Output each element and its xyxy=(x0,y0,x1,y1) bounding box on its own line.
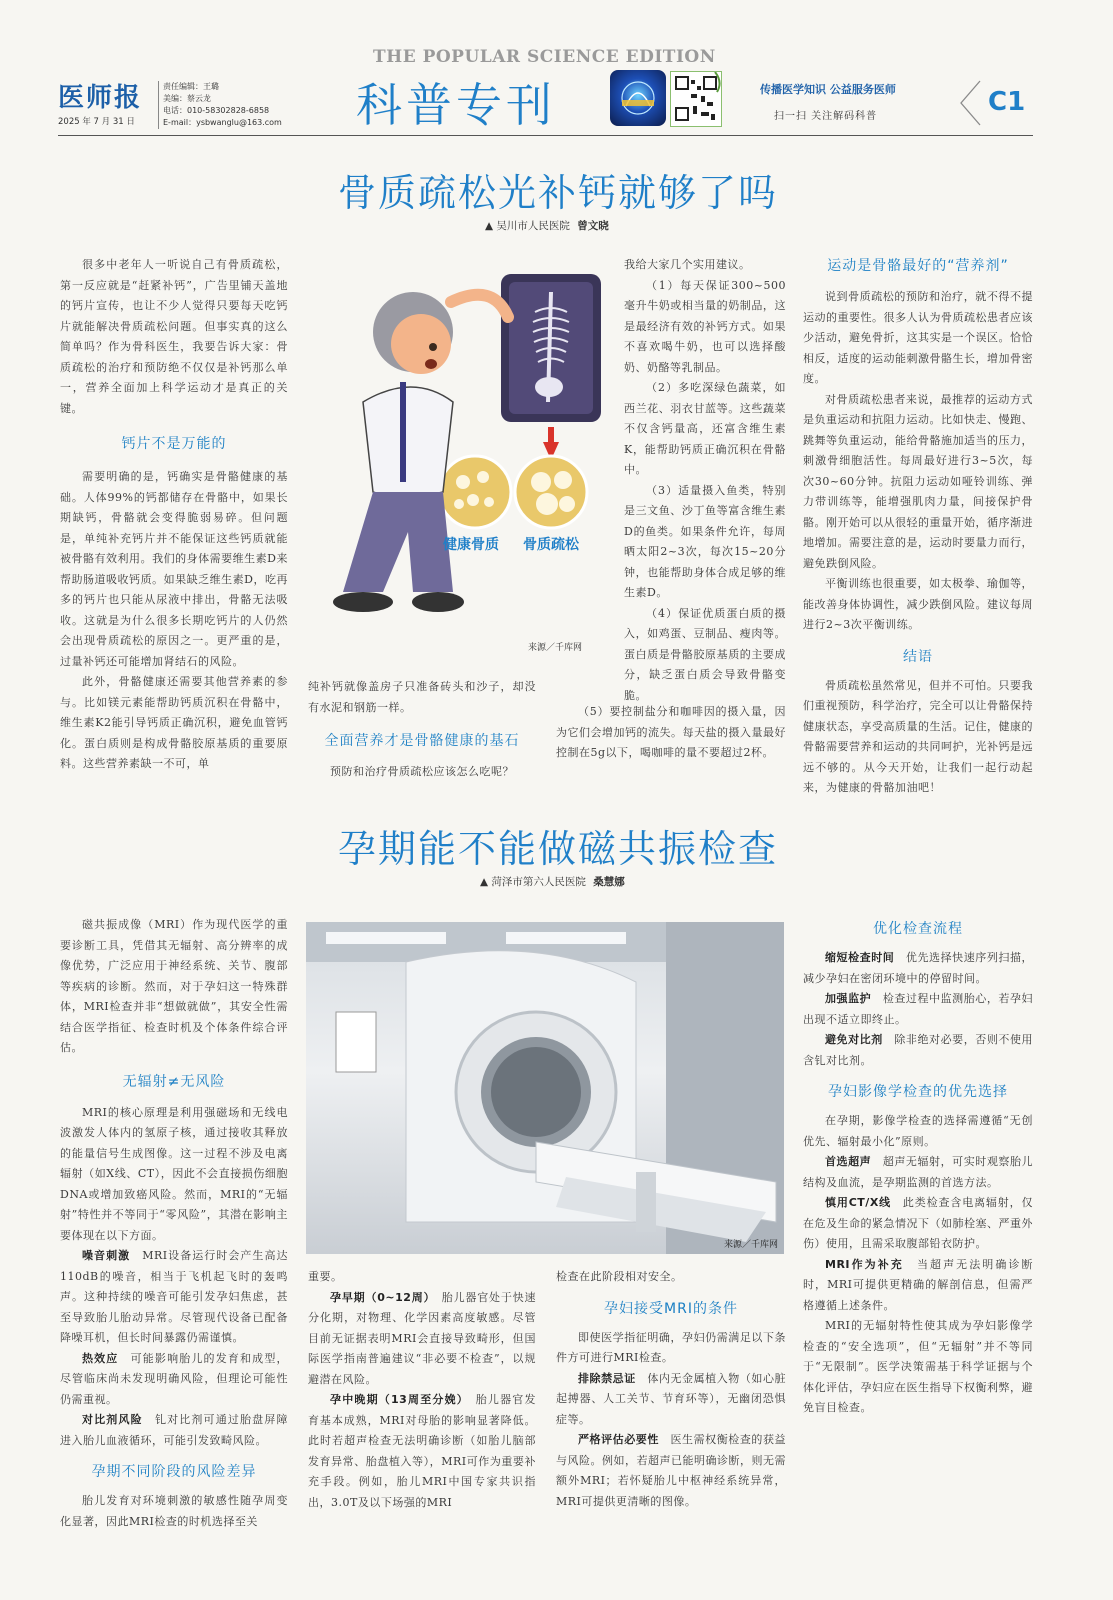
subheading: 孕妇影像学检查的优先选择 xyxy=(828,1084,1008,1100)
lead: 慎用CT/X线 xyxy=(825,1196,892,1209)
triangle-icon: ▲ xyxy=(480,876,492,888)
mri-photo xyxy=(306,922,784,1254)
lead: 严格评估必要性 xyxy=(578,1433,659,1446)
text: 检查过程中监测胎心，若孕妇出现不适立即终止。 xyxy=(803,992,1034,1026)
bone-illustration xyxy=(303,262,603,662)
text: 当超声无法明确诊断时，MRI可提供更精确的解剖信息，但需严格遵循上述条件。 xyxy=(803,1257,1034,1312)
paragraph: 胎儿发育对环境刺激的敏感性随孕周变化显著，因此MRI检查的时机选择至关 xyxy=(60,1494,288,1528)
lead: 噪音刺激 xyxy=(82,1249,131,1262)
lead: MRI作为补充 xyxy=(825,1257,904,1271)
paragraph: MRI的核心原理是利用强磁场和无线电波激发人体内的氢原子核，通过接收其释放的能量信号生成图像。这一过程不涉及电离辐射（如X线、CT），因此不会直接损伤细胞DNA或增加致癌风险。然而，MRI的“无辐射”特性并不等同于“零风险”，其潜在影响主要体现在以下方面。 xyxy=(60,1105,288,1242)
paragraph: MRI的无辐射特性使其成为孕妇影像学检查的“安全选项”，但“无辐射”并不等同于“无限制”。医学决策需基于科学证据与个体化评估，孕妇应在医生指导下权衡利弊，避免盲目检查。 xyxy=(803,1319,1033,1414)
paragraph: （4）保证优质蛋白质的摄入，如鸡蛋、豆制品、瘦肉等。蛋白质是骨骼胶原基质的主要成分，缺乏蛋白质会导致骨骼变脆。 xyxy=(624,606,786,702)
byline-author: 曾文晓 xyxy=(577,220,609,232)
issue-date: 2025 年 7 月 31 日 xyxy=(58,117,135,127)
lead: 首选超声 xyxy=(825,1155,872,1168)
newspaper-logo: 医师报 xyxy=(58,83,143,113)
dna-logo-icon xyxy=(610,70,666,126)
page-number: C1 xyxy=(988,87,1026,117)
paragraph: 即使医学指征明确，孕妇仍需满足以下条件方可进行MRI检查。 xyxy=(556,1330,786,1364)
article1-col3-bottom xyxy=(556,702,786,764)
risk-item xyxy=(60,1246,288,1349)
subheading: 全面营养才是骨骼健康的基石 xyxy=(324,733,520,749)
text: 胎儿器官处于快速分化期，对物理、化学因素高度敏感。尽管目前无证据表明MRI会直接导致畸形，但国际医学指南普遍建议“非必要不检查”，以规避潜在风险。 xyxy=(308,1290,537,1386)
article2-col1 xyxy=(60,915,288,1532)
editor: 责任编辑：王璐 xyxy=(163,82,219,91)
lead: 排除禁忌证 xyxy=(578,1371,636,1385)
text: 优先选择快速序列扫描，减少孕妇在密闭环境中的停留时间。 xyxy=(803,951,1034,985)
paragraph: 预防和治疗骨质疏松应该怎么吃呢？ xyxy=(330,765,514,778)
edition-english: THE POPULAR SCIENCE EDITION xyxy=(373,47,716,67)
article1-byline xyxy=(485,218,785,233)
article2-title: 孕期能不能做磁共振检查 xyxy=(337,827,778,871)
risk-item xyxy=(60,1349,288,1411)
email: E-mail：ysbwanglu@163.com xyxy=(163,118,282,127)
subheading: 运动是骨骼最好的“营养剂” xyxy=(827,258,1009,274)
article1-col1 xyxy=(60,255,288,775)
stage-item xyxy=(308,1390,536,1513)
subheading: 结语 xyxy=(903,648,933,665)
paragraph: （3）适量摄入鱼类，特别是三文鱼、沙丁鱼等富含维生素D的鱼类。如果条件允许，每周晒太阳2~3次，每次15~20分钟，也能帮助身体合成足够的维生素D。 xyxy=(624,483,786,599)
article2-byline xyxy=(480,874,780,889)
text: 体内无金属植入物（如心脏起搏器、人工关节、节育环等），无幽闭恐惧症等。 xyxy=(556,1371,787,1426)
article1-col3 xyxy=(624,255,786,706)
subheading: 无辐射≠无风险 xyxy=(122,1073,226,1090)
mri-scanner-image xyxy=(306,922,784,1254)
logo-badge xyxy=(610,70,666,126)
paragraph: 此外，骨骼健康还需要其他营养素的参与。比如镁元素能帮助钙质沉积在骨骼中，维生素K2能引导钙质正确沉积，避免血管钙化。蛋白质则是构成骨骼胶原基质的重要原料。这些营养素缺一不可，单 xyxy=(60,675,288,770)
paragraph: 我给大家几个实用建议。 xyxy=(624,258,751,271)
byline-org: 吴川市人民医院 xyxy=(496,220,570,232)
paragraph: 很多中老年人一听说自己有骨质疏松，第一反应就是“赶紧补钙”，广告里铺天盖地的钙片宣传，也让不少人觉得只要每天吃钙片就能解决骨质疏松问题。但事实真的这么简单吗？作为骨科医生，我要告诉大家：骨质疏松的治疗和预防绝不仅仅是补钙那么单一，营养全面加上科学运动才是真正的关键。 xyxy=(60,258,288,415)
subheading: 孕期不同阶段的风险差异 xyxy=(91,1464,257,1480)
text: 胎儿器官发育基本成熟，MRI对母胎的影响显著降低。此时若超声检查无法明确诊断（如胎儿脑部发育异常、胎盘植入等），MRI可作为重要补充手段。例如，胎儿MRI中国专家共识指出，3.0T及以下场强的MRI xyxy=(308,1393,536,1509)
scan-prompt: 扫一扫 关注解码科普 xyxy=(774,111,878,122)
article2-col3 xyxy=(556,1267,786,1512)
subheading: 优化检查流程 xyxy=(873,921,963,937)
choice-item xyxy=(803,1193,1033,1255)
label-healthy-bone: 健康骨质 xyxy=(443,537,499,553)
choice-item xyxy=(803,1255,1033,1317)
label-osteoporosis: 骨质疏松 xyxy=(523,537,579,553)
text: 此类检查含电离辐射，仅在危及生命的紧急情况下（如肺栓塞、严重外伤）使用，且需采取腹部铅衣防护。 xyxy=(803,1196,1034,1250)
optimize-item xyxy=(803,989,1033,1030)
editor-info xyxy=(158,81,282,129)
paragraph: 在孕期，影像学检查的选择需遵循“无创优先、辐射最小化”原则。 xyxy=(803,1114,1033,1148)
qr-code-icon[interactable] xyxy=(670,71,722,127)
article2-col2 xyxy=(308,1267,536,1513)
lead: 热效应 xyxy=(82,1351,119,1365)
subheading: 钙片不是万能的 xyxy=(121,436,227,452)
paragraph: 纯补钙就像盖房子只准备砖头和沙子，却没有水泥和钢筋一样。 xyxy=(308,680,536,714)
choice-item xyxy=(803,1152,1033,1193)
paragraph: 需要明确的是，钙确实是骨骼健康的基础。人体99%的钙都储存在骨骼中，如果长期缺钙，骨骼就会变得脆弱易碎。但问题是，单纯补充钙片并不能保证这些钙质就能被骨骼有效利用。我们的身体需要维生素D来帮助肠道吸收钙质。如果缺乏维生素D，吃再多的钙片也只能从尿液中排出，骨骼无法吸收。这就是为什么很多长期吃钙片的人仍然会出现骨质疏松的原因之一。更严重的是，过量补钙还可能增加肾结石的风险。 xyxy=(60,470,288,668)
paragraph: （1）每天保证300~500毫升牛奶或相当量的奶制品，这是最经济有效的补钙方式。如果不喜欢喝牛奶，也可以选择酸奶、奶酪等乳制品。 xyxy=(624,278,786,374)
condition-item xyxy=(556,1369,786,1431)
risk-item xyxy=(60,1410,288,1451)
paragraph: 对骨质疏松患者来说，最推荐的运动方式是负重运动和抗阻力运动。比如快走、慢跑、跳舞等负重运动，能给骨骼施加适当的压力，刺激骨细胞活性。每周最好进行3~5次，每次30~60分钟。抗阻力运动如哑铃训练、弹力带训练等，能增强肌肉力量，间接保护骨骼。刚开始可以从很轻的重量开始，循序渐进地增加。需要注意的是，运动时要量力而行，避免跌倒风险。 xyxy=(803,392,1033,570)
chevron-left-icon xyxy=(958,79,982,127)
lead: 孕中晚期（13周至分娩） xyxy=(330,1393,464,1406)
slogan: 传播医学知识 公益服务医师 xyxy=(760,83,896,96)
photo-source: 来源／千库网 xyxy=(723,1240,778,1250)
text: MRI设备运行时会产生高达110dB的噪音，相当于飞机起飞时的轰鸣声。这种持续的噪音可能引发孕妇焦虑，甚至导致胎儿胎动异常。尽管现代设备已配备降噪耳机，但长时间暴露仍需谨慎。 xyxy=(60,1249,289,1344)
text: 可能影响胎儿的发育和成型，尽管临床尚未发现明确风险，但理论可能性仍需重视。 xyxy=(60,1351,288,1406)
article1-col4 xyxy=(803,255,1033,799)
byline-author: 桑慧娜 xyxy=(593,876,625,888)
optimize-item xyxy=(803,1030,1033,1071)
figure-source: 来源／千库网 xyxy=(528,643,583,653)
masthead xyxy=(58,45,1033,135)
text: 钆对比剂可通过胎盘屏障进入胎儿血液循环，可能引发致畸风险。 xyxy=(60,1413,288,1447)
qr-pattern-icon xyxy=(671,72,721,126)
edition-title: 科普专刊 xyxy=(356,78,556,132)
paragraph: 检查在此阶段相对安全。 xyxy=(556,1270,683,1283)
paragraph: 重要。 xyxy=(308,1270,343,1283)
article1-col2 xyxy=(308,677,536,783)
subheading: 孕妇接受MRI的条件 xyxy=(604,1300,738,1317)
lead: 对比剂风险 xyxy=(82,1413,143,1426)
text: 超声无辐射，可实时观察胎儿结构及血流，是孕期监测的首选方法。 xyxy=(803,1155,1034,1189)
paragraph: 骨质疏松虽然常见，但并不可怕。只要我们重视预防，科学治疗，完全可以让骨骼保持健康状态，享受高质量的生活。记住，健康的骨骼需要营养和运动的共同呵护，光补钙是远远不够的。从今天开始，让我们一起行动起来，为健康的骨骼加油吧！ xyxy=(803,678,1033,794)
byline-org: 菏泽市第六人民医院 xyxy=(491,876,586,888)
paragraph: 磁共振成像（MRI）作为现代医学的重要诊断工具，凭借其无辐射、高分辨率的成像优势，广泛应用于神经系统、关节、腹部等疾病的诊断。然而，对于孕妇这一特殊群体，MRI检查并非“想做就做”，其安全性需结合医学指征、检查时机及个体条件综合评估。 xyxy=(60,918,288,1054)
phone: 电话：010-58302828-6858 xyxy=(163,106,270,115)
paragraph: 说到骨质疏松的预防和治疗，就不得不提运动的重要性。很多人认为骨质疏松患者应该少活动，避免骨折，这其实是一个误区。恰恰相反，适度的运动能刺激骨骼生长，增加骨密度。 xyxy=(803,290,1033,385)
lead: 避免对比剂 xyxy=(825,1033,883,1046)
lead: 加强监护 xyxy=(825,992,872,1005)
triangle-icon: ▲ xyxy=(485,220,497,232)
masthead-rule xyxy=(58,135,1033,136)
stage-item xyxy=(308,1288,536,1391)
doctor-osteoporosis-figure xyxy=(303,262,603,662)
paragraph: （5）要控制盐分和咖啡因的摄入量，因为它们会增加钙的流失。每天盐的摄入量最好控制在5g以下，喝咖啡的量不要超过2杯。 xyxy=(556,705,786,759)
paragraph: （2）多吃深绿色蔬菜，如西兰花、羽衣甘蓝等。这些蔬菜不仅含钙量高，还富含维生素K，能帮助钙质正确沉积在骨骼中。 xyxy=(624,381,786,476)
article2-col4 xyxy=(803,918,1033,1419)
text: 医生需权衡检查的获益与风险。例如，若超声已能明确诊断，则无需额外MRI；若怀疑胎儿中枢神经系统异常，MRI可提供更清晰的图像。 xyxy=(556,1433,787,1508)
paragraph: 平衡训练也很重要，如太极拳、瑜伽等，能改善身体协调性，减少跌倒风险。建议每周进行2~3次平衡训练。 xyxy=(803,577,1033,631)
lead: 缩短检查时间 xyxy=(825,951,895,964)
article1-title: 骨质疏松光补钙就够了吗 xyxy=(337,171,778,215)
optimize-item xyxy=(803,948,1033,989)
condition-item xyxy=(556,1430,786,1512)
designer: 美编：蔡云龙 xyxy=(163,94,211,103)
text: 除非绝对必要，否则不使用含钆对比剂。 xyxy=(803,1033,1034,1067)
lead: 孕早期（0~12周） xyxy=(330,1290,430,1304)
